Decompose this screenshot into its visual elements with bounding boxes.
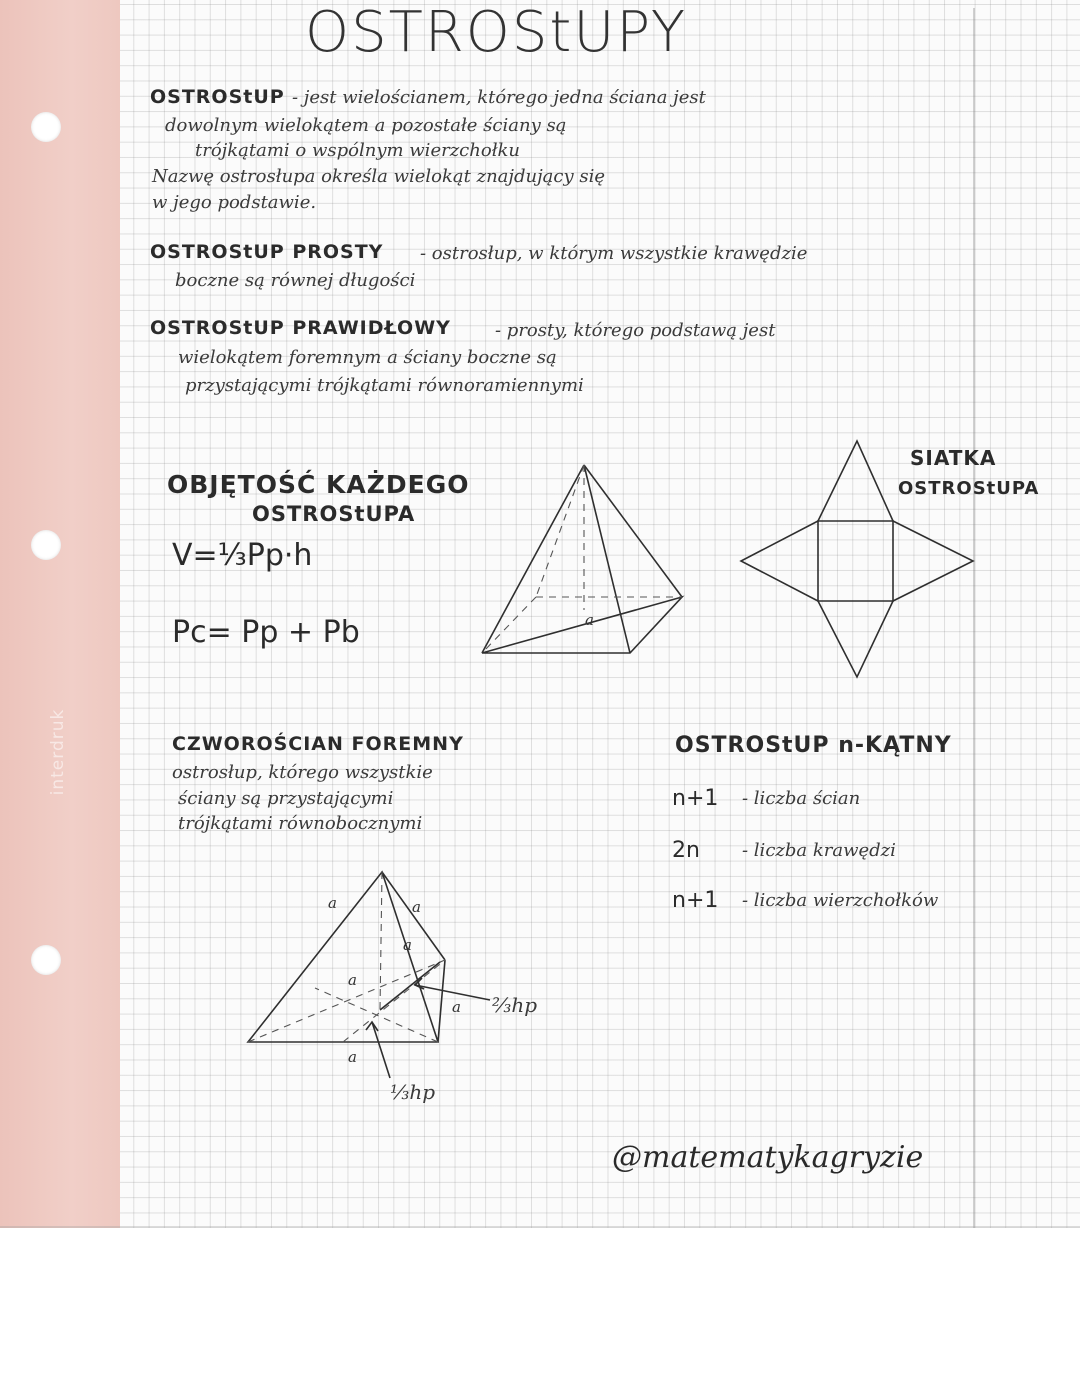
pyramid-hidden-edge [536,465,584,597]
label-one-third-hp: ⅓hp [390,1080,436,1104]
edge-label: a [403,936,412,954]
tetrahedron-heading: CZWOROŚCIAN FOREMNY [172,733,464,755]
binder-hole [31,112,61,142]
label-two-thirds-hp: ⅔hp [492,993,538,1017]
pyramid-drawing [470,455,695,665]
term-ostroslup-prawidlowy: OSTROStUP PRAWIDŁOWY [150,317,451,339]
n-gon-heading: OSTROStUP n-KĄTNY [675,733,952,758]
definition-line: dowolnym wielokątem a pozostałe ściany są [165,115,567,136]
median-line [343,960,445,1042]
definition-line: boczne są równej długości [175,270,416,291]
definition-line: wielokątem foremnym a ściany boczne są [178,347,557,368]
definition-line: - prosty, którego podstawą jest [495,320,776,341]
pyramid-edge [584,465,682,597]
net-face-right [893,521,973,601]
surface-formula: Pc= Pp + Pb [172,615,360,650]
net-drawing [735,435,980,685]
pyramid-label: a [585,611,594,629]
volume-formula: V=⅓Pp·h [172,538,313,573]
tetrahedron-line: ostrosłup, którego wszystkie [172,762,433,783]
tetrahedron-height [380,872,382,1010]
n-gon-desc: - liczba krawędzi [742,840,896,861]
arrow-head [366,1022,378,1031]
net-face-top [818,441,893,521]
tetrahedron-line: trójkątami równobocznymi [178,813,423,834]
binder-hole [31,530,61,560]
volume-heading: OBJĘTOŚĆ KAŻDEGO [167,470,470,499]
pyramid-edge [482,465,584,653]
tetrahedron-edge [438,960,445,1042]
n-gon-value: n+1 [672,786,719,811]
n-gon-value: n+1 [672,888,719,913]
n-gon-desc: - liczba ścian [742,788,861,809]
sheet-edge [0,1226,1080,1228]
n-gon-value: 2n [672,838,700,863]
net-heading-2: OSTROStUPA [898,478,1040,499]
edge-label: a [348,971,357,989]
tetrahedron-face [248,872,438,1042]
n-gon-desc: - liczba wierzchołków [742,890,939,911]
net-heading: SIATKA [910,446,997,470]
edge-label: a [348,1048,357,1066]
tetrahedron-drawing [240,860,540,1110]
definition-line: przystającymi trójkątami równoramiennymi [185,375,584,396]
definition-line: w jego podstawie. [152,192,317,213]
edge-label: a [328,894,337,912]
definition-line: trójkątami o wspólnym wierzchołku [195,140,521,161]
page-title: OSTROStUPY [305,0,688,65]
author-handle: @matematykagryzie [612,1140,924,1175]
arrow-pointer [372,1022,390,1078]
tetrahedron-line: ściany są przystającymi [178,788,394,809]
definition-line: - ostrosłup, w którym wszystkie krawędzie [420,243,808,264]
pink-margin [0,0,120,1228]
net-face-left [741,521,818,601]
definition-line: - jest wielościanem, którego jedna ściana jest [292,87,706,108]
pyramid-base-front [482,597,682,653]
term-ostroslup: OSTROStUP [150,86,285,108]
tetrahedron-edge [382,872,445,960]
arrow-line [380,962,440,1010]
brand-logo: interdruk [48,708,68,796]
net-base [818,521,893,601]
definition-line: Nazwę ostrosłupa określa wielokąt znajdujący się [152,166,606,187]
binder-hole [31,945,61,975]
edge-label: a [452,998,461,1016]
pyramid-hidden-edge [482,597,536,653]
volume-heading-2: OSTROStUPA [252,502,416,526]
edge-label: a [412,898,421,916]
term-ostroslup-prosty: OSTROStUP PROSTY [150,241,384,263]
net-face-bottom [818,601,893,677]
